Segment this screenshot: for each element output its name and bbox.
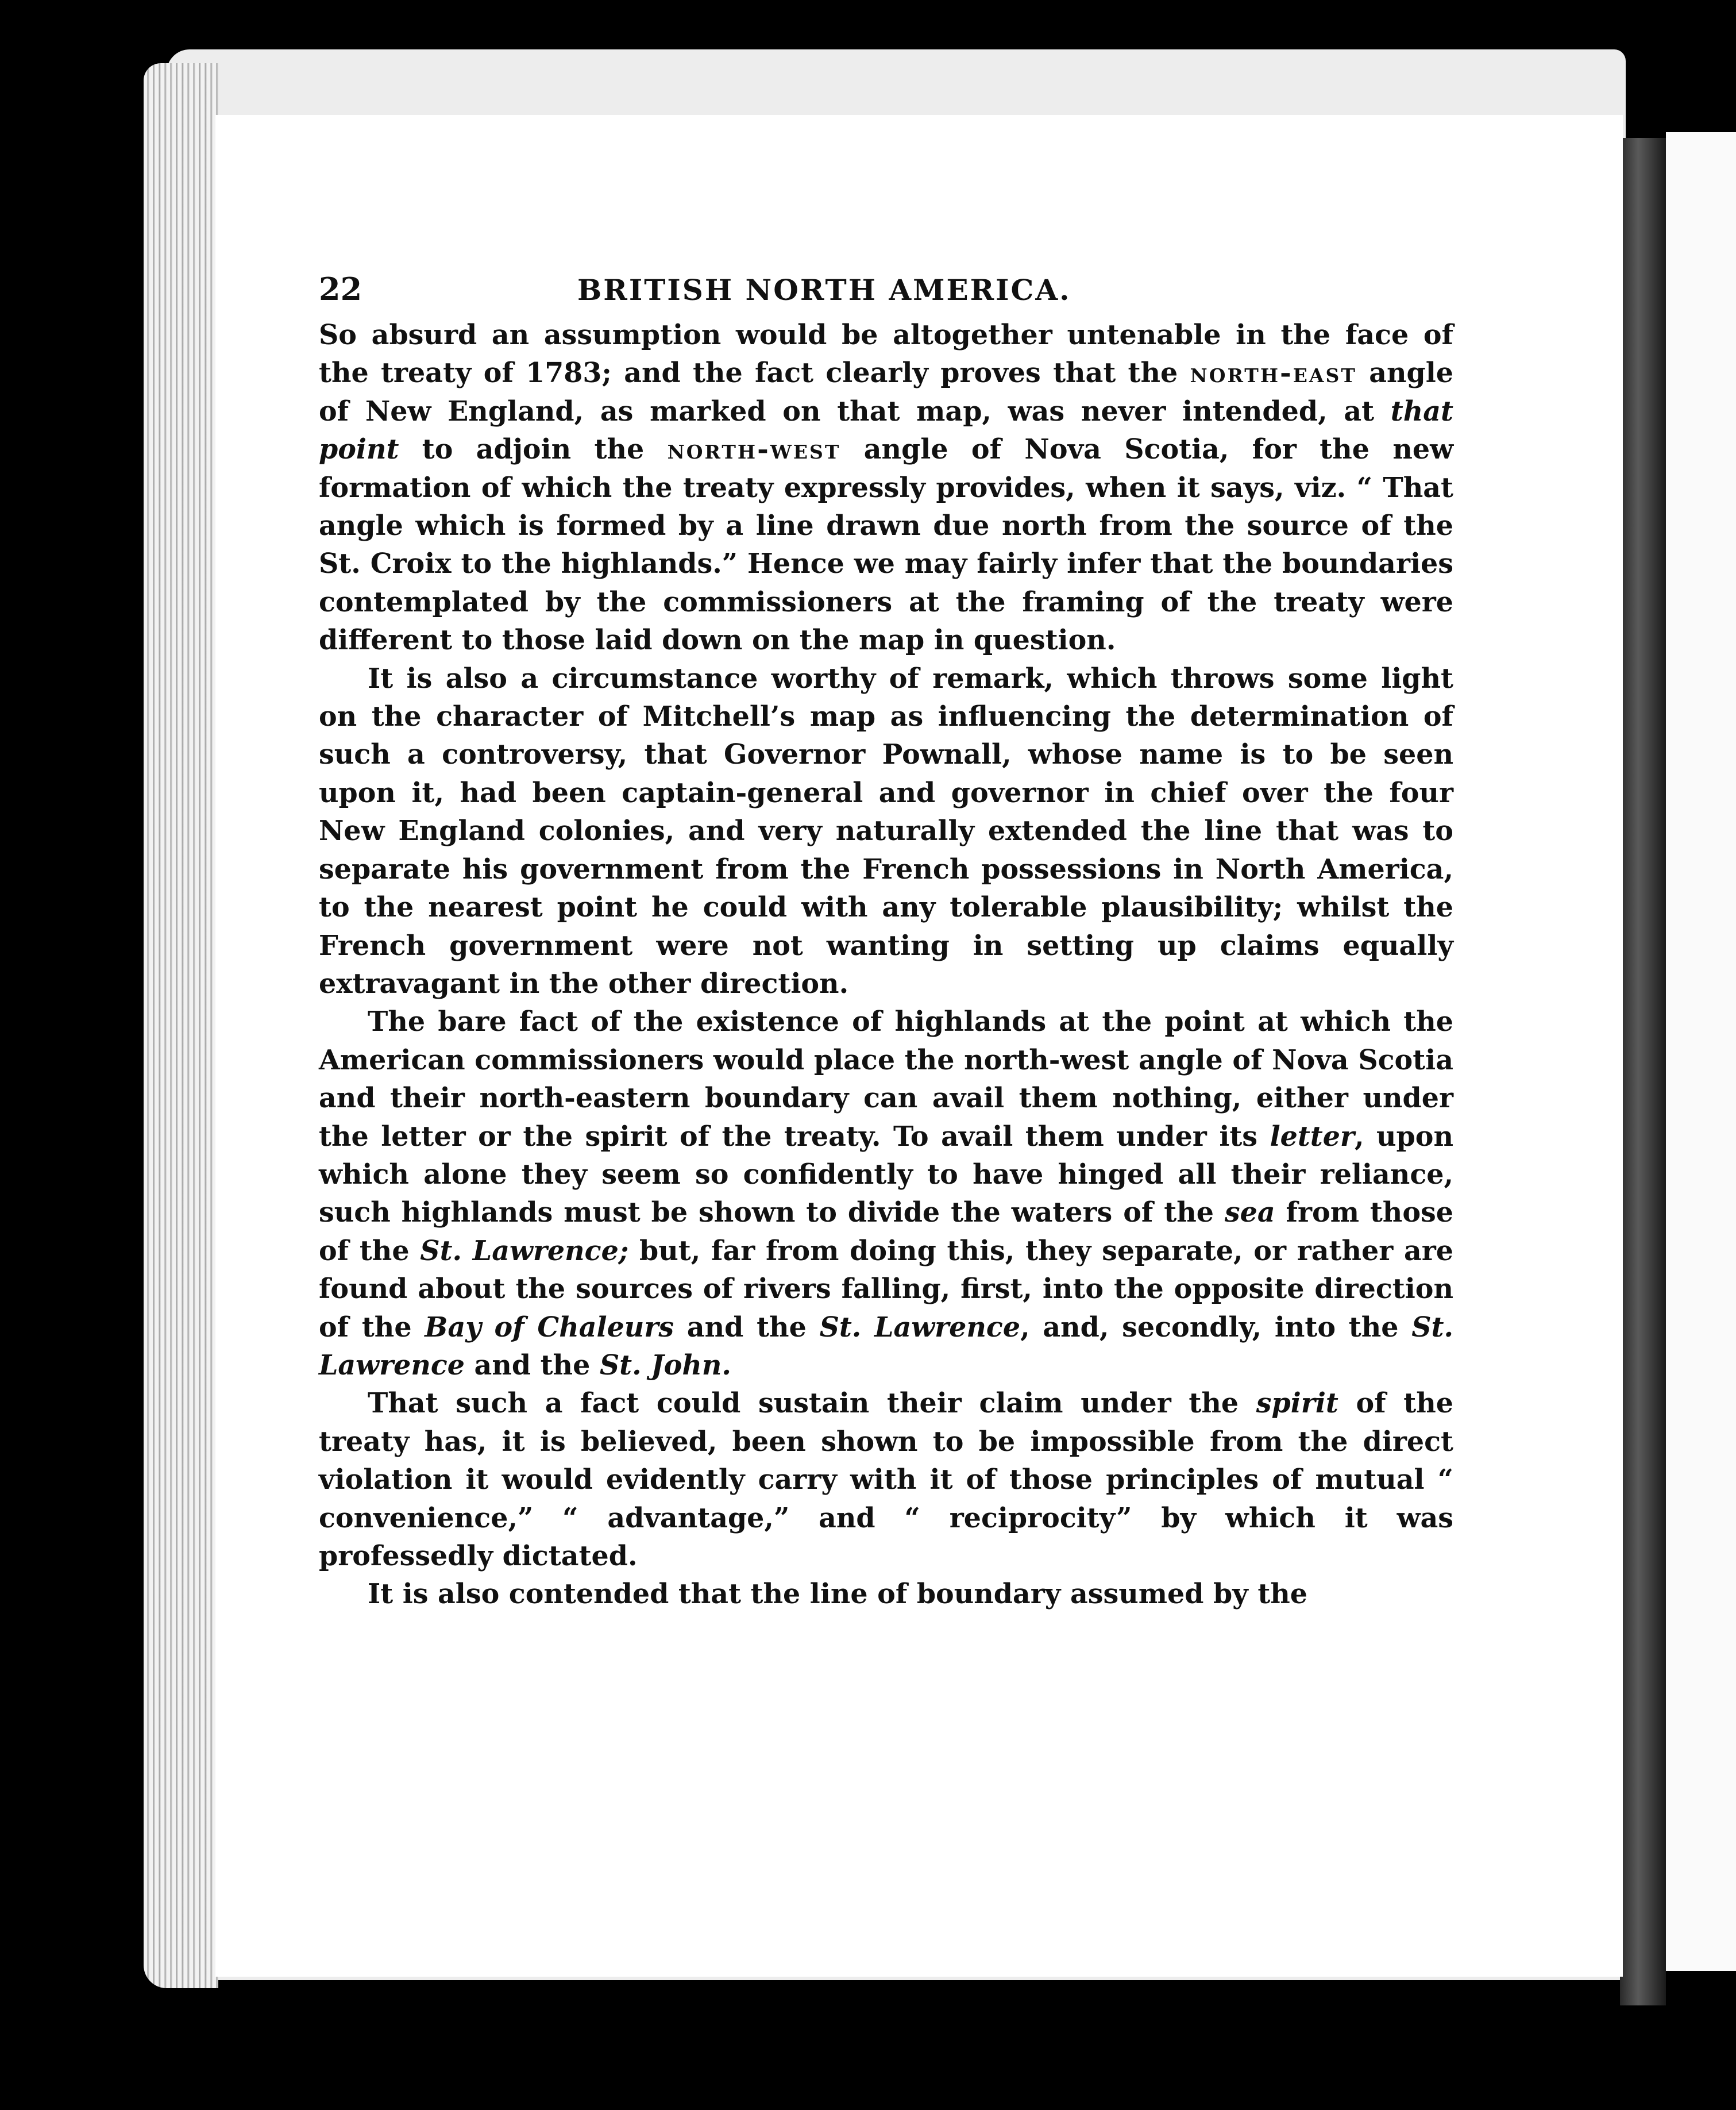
- text-run: That such a fact could sustain their claim under the: [368, 1387, 1256, 1420]
- text-run: angle of Nova Scotia, for the new formation of which the treaty expressly provides, when it says, viz. “ That angle which is formed by a line drawn due north from the source of the St. Croix to the highlands.” Hence we may fairly infer that the boundaries contemplated by the commissioners at the framing of the treaty were different to those laid down on the map in question.: [319, 433, 1453, 657]
- paragraph: [319, 1384, 1453, 1575]
- italic-text: St. John.: [599, 1349, 731, 1381]
- small-caps-text: north-east: [1190, 357, 1357, 390]
- italic-text: sea: [1224, 1196, 1275, 1229]
- page-number: 22: [319, 271, 362, 307]
- italic-text: spirit: [1256, 1387, 1338, 1420]
- paragraph: [319, 1575, 1453, 1613]
- text-run: of the treaty has, it is believed, been shown to be impossible from the direct violation it would evidently carry with it of those principles of mutual “ convenience,” “ advantage,” and “ reciprocity” by which it was professedly dictated.: [319, 1387, 1453, 1572]
- italic-text: St. Lawrence;: [420, 1234, 629, 1267]
- text-run: It is also contended that the line of boundary assumed by the: [368, 1578, 1308, 1611]
- text-run: and the: [465, 1349, 600, 1381]
- page-edges: [144, 63, 218, 1988]
- text-run: The bare fact of the existence of highlands at the point at which the American commissioners would place the north-west angle of Nova Scotia and their north-eastern boundary can avail them nothing, either under the letter or the spirit of the treaty. To avail them under its: [319, 1006, 1453, 1153]
- text-run: to adjoin the: [399, 433, 668, 466]
- italic-text: St. Lawrence: [319, 1311, 1454, 1381]
- italic-text: that point: [319, 395, 1453, 466]
- text-run: but, far from doing this, they separate, or rather are found about the sources of rivers falling, first, into the opposite direction of the: [319, 1234, 1454, 1343]
- gutter-fold: [1620, 138, 1666, 2005]
- italic-text: Bay of Chaleurs: [425, 1311, 674, 1343]
- text-run: angle of New England, as marked on that map, was never intended, at: [319, 357, 1453, 428]
- next-page-edge: [1666, 132, 1736, 1971]
- body-text: [319, 316, 1453, 1614]
- paragraph: [319, 1003, 1453, 1384]
- paragraph: [319, 660, 1453, 1003]
- text-run: and the: [674, 1311, 820, 1343]
- paragraph: [319, 316, 1453, 660]
- italic-text: St. Lawrence: [819, 1311, 1021, 1343]
- text-run: So absurd an assumption would be altogether untenable in the face of the treaty of 1783; and the fact clearly proves that the: [319, 319, 1453, 390]
- page-header: [319, 259, 1453, 316]
- text-run: , upon which alone they seem so confidently to have hinged all their reliance, such highlands must be shown to divide the waters of the: [319, 1120, 1453, 1229]
- page-text: [319, 259, 1453, 1614]
- text-run: from those of the: [319, 1196, 1453, 1267]
- italic-text: letter: [1270, 1120, 1355, 1153]
- running-head: BRITISH NORTH AMERICA.: [577, 273, 1071, 307]
- small-caps-text: north-west: [667, 433, 841, 466]
- text-run: , and, secondly, into the: [1020, 1311, 1412, 1343]
- text-run: It is also a circumstance worthy of remark, which throws some light on the character of Mitchell’s map as influencing the determination of such a controversy, that Governor Pownall, whose name is to be seen upon it, had been captain-general and governor in chief over the four New England colonies, and very naturally extended the line that was to separate his government from the French possessions in North America, to the nearest point he could with any tolerable plausibility; whilst the French government were not wanting in setting up claims equally extravagant in the other direction.: [319, 662, 1453, 1000]
